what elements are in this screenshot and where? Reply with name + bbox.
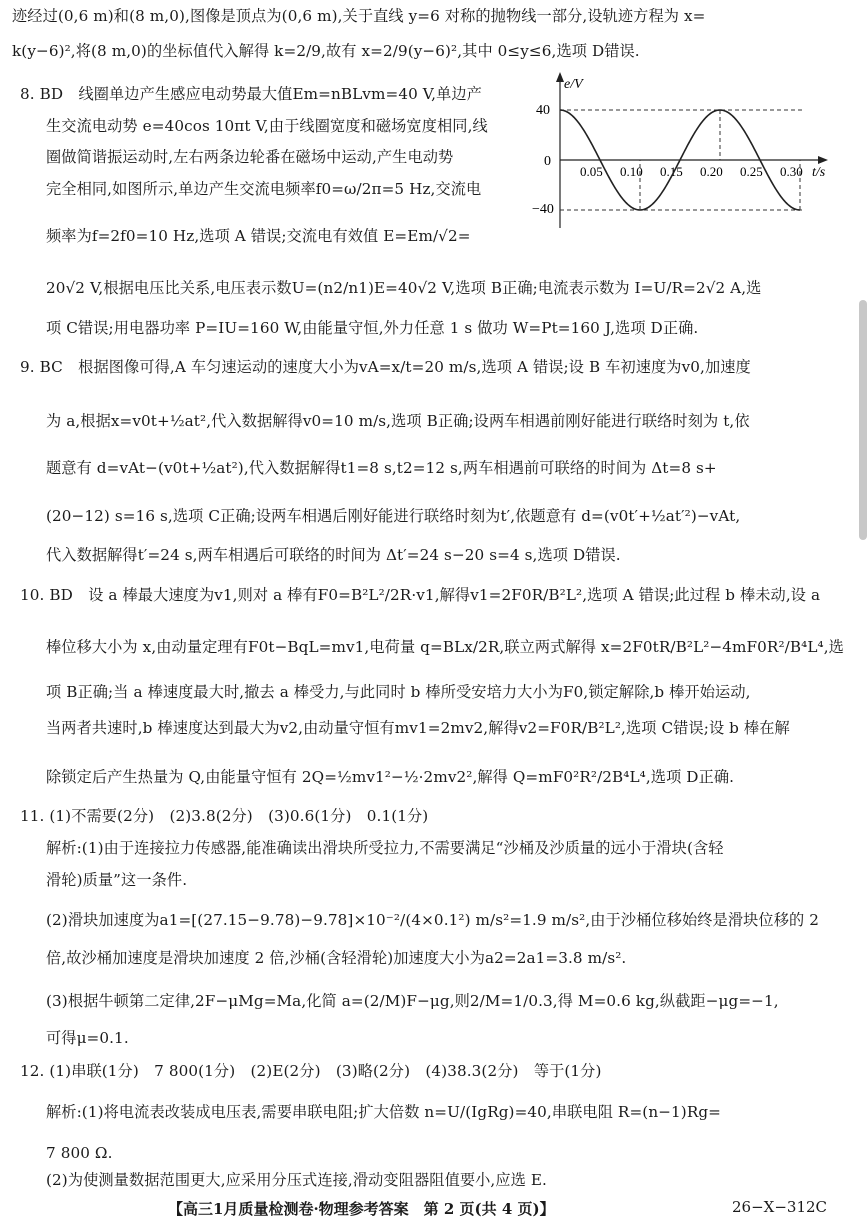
- page-footer: 【高三1月质量检测卷·物理参考答案 第 2 页(共 4 页)】: [168, 1200, 555, 1218]
- x-axis-label: t/s: [812, 165, 826, 180]
- text-line: 频率为f=2f0=10 Hz,选项 A 错误;交流电有效值 E=Em/√2=: [46, 227, 471, 245]
- text-line: 项 C错误;用电器功率 P=IU=160 W,由能量守恒,外力任意 1 s 做功 W=Pt=160 J,选项 D正确.: [46, 319, 699, 337]
- text-line: 倍,故沙桶加速度是滑块加速度 2 倍,沙桶(含轻滑轮)加速度大小为a2=2a1=3.8 m/s².: [46, 949, 627, 967]
- x-tick-label: 0.05: [580, 164, 603, 179]
- text-line: 圈做简谐振运动时,左右两条边轮番在磁场中运动,产生电动势: [46, 148, 454, 166]
- emf-graph: [532, 68, 842, 234]
- text-line: 解析:(1)将电流表改装成电压表,需要串联电阻;扩大倍数 n=U/(IgRg)=40,串联电阻 R=(n−1)Rg=: [46, 1103, 721, 1121]
- x-tick-label: 0.20: [700, 164, 723, 179]
- text-line: 迹经过(0,6 m)和(8 m,0),图像是顶点为(0,6 m),关于直线 y=6 对称的抛物线一部分,设轨迹方程为 x=: [12, 7, 706, 25]
- text-line: 7 800 Ω.: [46, 1144, 113, 1162]
- scrollbar-thumb[interactable]: [859, 300, 867, 540]
- text-line: 解析:(1)由于连接拉力传感器,能准确读出滑块所受拉力,不需要满足“沙桶及沙质量的远小于滑块(含轻: [46, 839, 724, 857]
- text-line: 题意有 d=vAt−(v0t+½at²),代入数据解得t1=8 s,t2=12 s,两车相遇前可联络的时间为 Δt=8 s+: [46, 459, 717, 477]
- text-line: k(y−6)²,将(8 m,0)的坐标值代入解得 k=2/9,故有 x=2/9(y−6)²,其中 0≤y≤6,选项 D错误.: [12, 42, 640, 60]
- paper-code: 26−X−312C: [732, 1198, 828, 1216]
- text-line: 代入数据解得t′=24 s,两车相遇后可联络的时间为 Δt′=24 s−20 s=4 s,选项 D错误.: [46, 546, 621, 564]
- origin-label: 0: [544, 154, 551, 169]
- text-line: 项 B正确;当 a 棒速度最大时,撤去 a 棒受力,与此同时 b 棒所受安培力大小为F0,锁定解除,b 棒开始运动,: [46, 683, 751, 701]
- text-line: 为 a,根据x=v0t+½at²,代入数据解得v0=10 m/s,选项 B正确;设两车相遇前刚好能进行联络时刻为 t,依: [46, 412, 750, 430]
- x-tick-label: 0.30: [780, 164, 803, 179]
- text-line: 棒位移大小为 x,由动量定理有F0t−BqL=mv1,电荷量 q=BLx/2R,联立两式解得 x=2F0tR/B²L²−4mF0R²/B⁴L⁴,选: [46, 638, 844, 656]
- y-axis-label: e/V: [564, 77, 583, 92]
- x-tick-label: 0.10: [620, 164, 643, 179]
- text-line: 滑轮)质量”这一条件.: [46, 871, 188, 889]
- text-line: 20√2 V,根据电压比关系,电压表示数U=(n2/n1)E=40√2 V,选项 B正确;电流表示数为 I=U/R=2√2 A,选: [46, 279, 762, 297]
- text-line: 10. BD 设 a 棒最大速度为v1,则对 a 棒有F0=B²L²/2R·v1,解得v1=2F0R/B²L²,选项 A 错误;此过程 b 棒未动,设 a: [20, 586, 821, 604]
- text-line: 12. (1)串联(1分) 7 800(1分) (2)E(2分) (3)略(2分) (4)38.3(2分) 等于(1分): [20, 1062, 602, 1080]
- x-axis-arrow: [818, 156, 828, 164]
- text-line: (20−12) s=16 s,选项 C正确;设两车相遇后刚好能进行联络时刻为t′,依题意有 d=(v0t′+½at′²)−vAt,: [46, 507, 741, 525]
- text-line: 11. (1)不需要(2分) (2)3.8(2分) (3)0.6(1分) 0.1(1分): [20, 807, 429, 825]
- x-tick-label: 0.25: [740, 164, 763, 179]
- y-tick-label: 40: [536, 103, 550, 118]
- text-line: 8. BD 线圈单边产生感应电动势最大值Em=nBLvm=40 V,单边产: [20, 85, 482, 103]
- text-line: 生交流电动势 e=40cos 10πt V,由于线圈宽度和磁场宽度相同,线: [46, 117, 488, 135]
- text-line: 可得μ=0.1.: [46, 1029, 129, 1047]
- text-line: 9. BC 根据图像可得,A 车匀速运动的速度大小为vA=x/t=20 m/s,选项 A 错误;设 B 车初速度为v0,加速度: [20, 358, 751, 376]
- y-tick-label: −40: [532, 202, 554, 217]
- text-line: 当两者共速时,b 棒速度达到最大为v2,由动量守恒有mv1=2mv2,解得v2=F0R/B²L²,选项 C错误;设 b 棒在解: [46, 719, 790, 737]
- text-line: (3)根据牛顿第二定律,2F−μMg=Ma,化简 a=(2/M)F−μg,则2/M=1/0.3,得 M=0.6 kg,纵截距−μg=−1,: [46, 992, 779, 1010]
- y-axis-arrow: [556, 72, 564, 82]
- x-tick-label: 0.15: [660, 164, 683, 179]
- text-line: 除锁定后产生热量为 Q,由能量守恒有 2Q=½mv1²−½·2mv2²,解得 Q=mF0²R²/2B⁴L⁴,选项 D正确.: [46, 768, 735, 786]
- text-line: 完全相同,如图所示,单边产生交流电频率f0=ω/2π=5 Hz,交流电: [46, 180, 482, 198]
- text-line: (2)滑块加速度为a1=[(27.15−9.78)−9.78]×10⁻²/(4×0.1²) m/s²=1.9 m/s²,由于沙桶位移始终是滑块位移的 2: [46, 911, 819, 929]
- text-line: (2)为使测量数据范围更大,应采用分压式连接,滑动变阻器阻值要小,应选 E.: [46, 1171, 547, 1189]
